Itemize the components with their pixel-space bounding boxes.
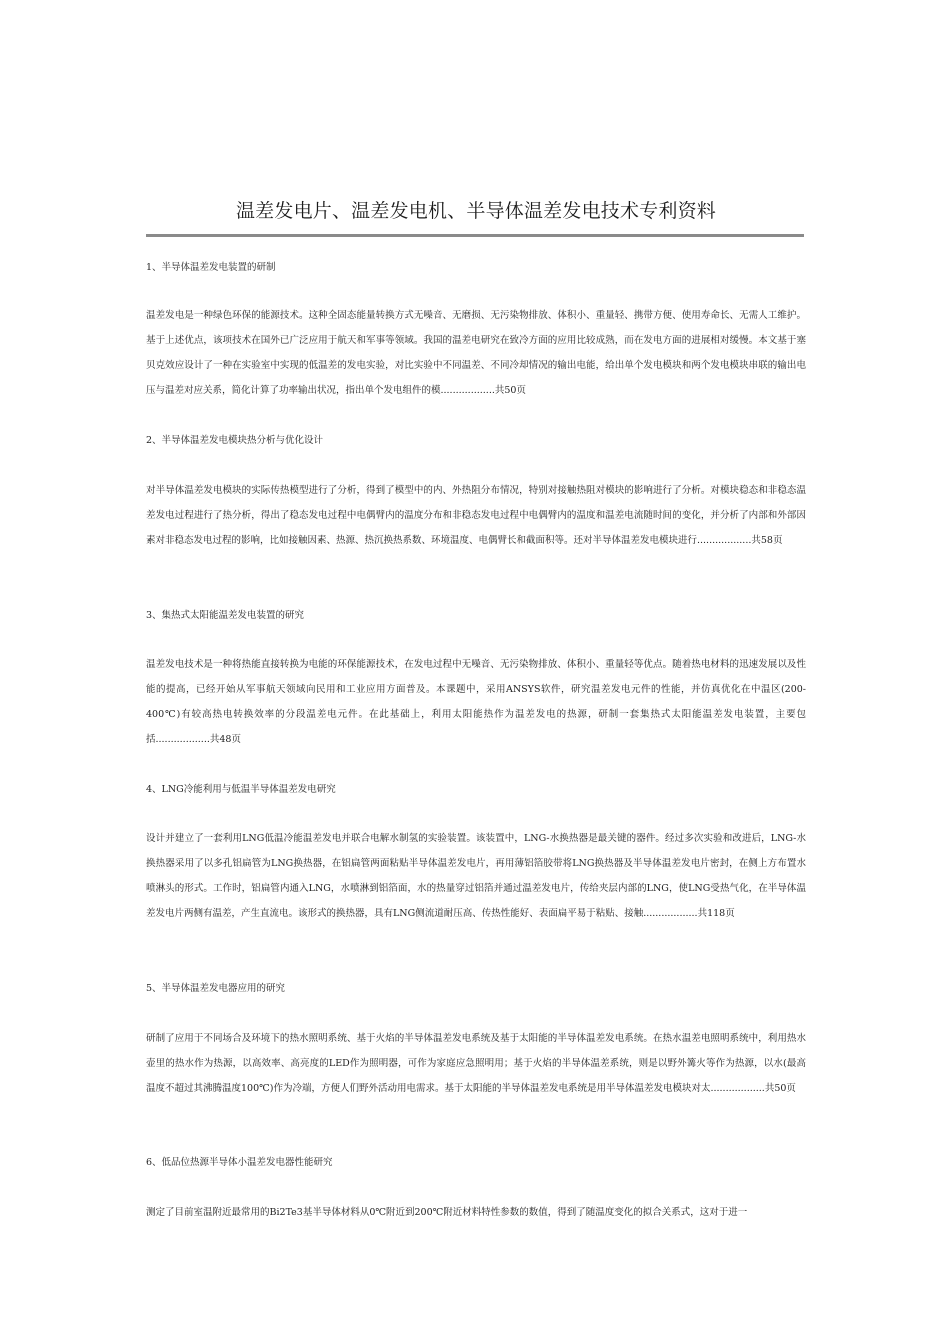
section-body-4: 设计并建立了一套利用LNG低温冷能温差发电并联合电解水制氢的实验装置。该装置中，LNG-水换热器是最关键的器件。经过多次实验和改进后，LNG-水换热器采用了以多孔铝扁管为LNG换热器，在铝扁管两面粘贴半导体温差发电片，再用薄铝箔胶带将LNG换热器及半导体温差发电片密封，在侧上方布置水喷淋头的形式。工作时，铝扁管内通入LNG，水喷淋到铝箔面，水的热量穿过铝箔并通过温差发电片，传给夹层内部的LNG，使LNG受热气化，在半导体温差发电片两侧有温差，产生直流电。该形式的换热器，具有LNG侧流道耐压高、传热性能好、表面扁平易于粘贴、接触..................共118页	[146, 833, 806, 919]
section-body-6: 测定了目前室温附近最常用的Bi2Te3基半导体材料从0℃附近到200℃附近材料特性参数的数值，得到了随温度变化的拟合关系式，这对于进一	[146, 1207, 748, 1218]
section-heading-6: 6、低品位热源半导体小温差发电器性能研究	[146, 1157, 333, 1168]
section-heading-5: 5、半导体温差发电器应用的研究	[146, 983, 286, 994]
section-heading-3: 3、集热式太阳能温差发电装置的研究	[146, 610, 305, 621]
section-body-1: 温差发电是一种绿色环保的能源技术。这种全固态能量转换方式无噪音、无磨损、无污染物排放、体积小、重量轻、携带方便、使用寿命长、无需人工维护。基于上述优点，该项技术在国外已广泛应用于航天和军事等领域。我国的温差电研究在致冷方面的应用比较成熟，而在发电方面的进展相对缓慢。本文基于塞贝克效应设计了一种在实验室中实现的低温差的发电实验，对比实验中不同温差、不同冷却情况的输出电能，给出单个发电模块和两个发电模块串联的输出电压与温差对应关系，简化计算了功率输出状况，指出单个发电组件的模..................共50页	[146, 310, 806, 396]
section-body-2: 对半导体温差发电模块的实际传热模型进行了分析，得到了模型中的内、外热阻分布情况，特别对接触热阻对模块的影响进行了分析。对模块稳态和非稳态温差发电过程进行了热分析，得出了稳态发电过程中电偶臂内的温度分布和非稳态发电过程中电偶臂内的温度和温差电流随时间的变化，并分析了内部和外部因素对非稳态发电过程的影响，比如接触因素、热源、热沉换热系数、环境温度、电偶臂长和截面积等。还对半导体温差发电模块进行..................共58页	[146, 485, 806, 546]
section-heading-1: 1、半导体温差发电装置的研制	[146, 262, 276, 273]
document-title: 温差发电片、温差发电机、半导体温差发电技术专利资料	[235, 200, 716, 222]
section-body-3: 温差发电技术是一种将热能直接转换为电能的环保能源技术，在发电过程中无噪音、无污染物排放、体积小、重量轻等优点。随着热电材料的迅速发展以及性能的提高，已经开始从军事航天领域向民用和工业应用方面普及。本课题中，采用ANSYS软件，研究温差发电元件的性能，并仿真优化在中温区(200-400℃)有较高热电转换效率的分段温差电元件。在此基础上，利用太阳能热作为温差发电的热源，研制一套集热式太阳能温差发电装置，主要包括..................共48页	[146, 659, 806, 745]
section-body-5: 研制了应用于不同场合及环境下的热水照明系统、基于火焰的半导体温差发电系统及基于太阳能的半导体温差发电系统。在热水温差电照明系统中，利用热水壶里的热水作为热源，以高效率、高亮度的LED作为照明器，可作为家庭应急照明用；基于火焰的半导体温差系统，则是以野外篝火等作为热源，以水(最高温度不超过其沸腾温度100℃)作为冷端，方便人们野外活动用电需求。基于太阳能的半导体温差发电系统是用半导体温差发电模块对太..................共50页	[146, 1033, 806, 1094]
section-heading-2: 2、半导体温差发电模块热分析与优化设计	[146, 435, 324, 446]
title-divider	[146, 234, 804, 237]
section-heading-4: 4、LNG冷能利用与低温半导体温差发电研究	[146, 784, 336, 795]
